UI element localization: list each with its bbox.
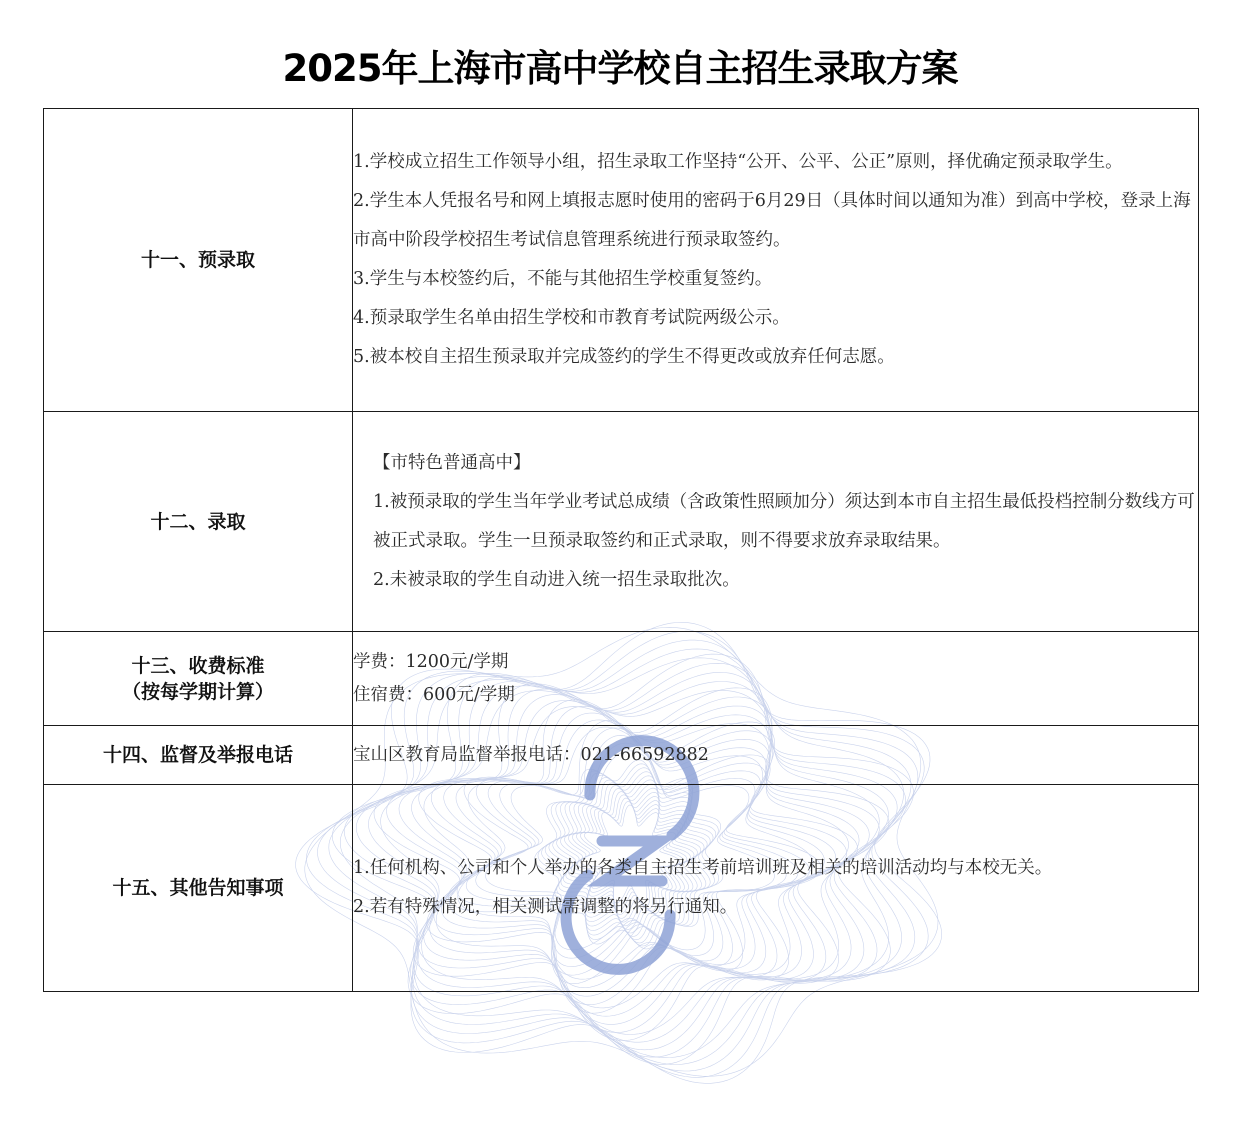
section-row-pre-admission bbox=[44, 109, 1199, 412]
content-paragraph: 1.学校成立招生工作领导小组，招生录取工作坚持“公开、公平、公正”原则，择优确定预录取学生。 bbox=[353, 152, 1123, 172]
section-label bbox=[44, 412, 353, 632]
section-label bbox=[44, 632, 353, 726]
section-row-supervision bbox=[44, 726, 1199, 785]
content-paragraph: 【市特色普通高中】 bbox=[373, 452, 531, 473]
section-label-text: 十一、预录取 bbox=[140, 249, 255, 271]
content-paragraph: 4.预录取学生名单由招生学校和市教育考试院两级公示。 bbox=[353, 308, 790, 328]
section-row-fees bbox=[44, 632, 1199, 726]
admission-plan-table bbox=[43, 108, 1199, 992]
section-label-subtext: （按每学期计算） bbox=[121, 680, 274, 703]
content-paragraph: 5.被本校自主招生预录取并完成签约的学生不得更改或放弃任何志愿。 bbox=[353, 347, 895, 367]
accommodation-fee: 住宿费：600元/学期 bbox=[353, 684, 515, 705]
content-paragraph: 3.学生与本校签约后，不能与其他招生学校重复签约。 bbox=[353, 269, 773, 289]
content-paragraph: 1.任何机构、公司和个人举办的各类自主招生考前培训班及相关的培训活动均与本校无关。 bbox=[353, 858, 1053, 878]
section-content bbox=[353, 726, 1199, 785]
content-paragraph: 2.未被录取的学生自动进入统一招生录取批次。 bbox=[373, 569, 740, 590]
section-label-text: 十二、录取 bbox=[150, 510, 246, 533]
section-content bbox=[353, 412, 1199, 632]
content-paragraph: 2.学生本人凭报名号和网上填报志愿时使用的密码于6月29日（具体时间以通知为准）到高中学校，登录上海市高中阶段学校招生考试信息管理系统进行预录取签约。 bbox=[353, 191, 1191, 250]
section-row-other-notices bbox=[44, 785, 1199, 992]
section-content bbox=[353, 785, 1199, 992]
content-paragraph: 2.若有特殊情况，相关测试需调整的将另行通知。 bbox=[353, 897, 738, 917]
section-label-text: 十四、监督及举报电话 bbox=[102, 744, 293, 766]
section-content bbox=[353, 632, 1199, 726]
section-label bbox=[44, 785, 353, 992]
section-label-text: 十三、收费标准 bbox=[131, 654, 265, 677]
section-content bbox=[353, 109, 1199, 412]
section-label bbox=[44, 726, 353, 785]
page-title: 2025年上海市高中学校自主招生录取方案 bbox=[282, 47, 958, 90]
content-paragraph: 1.被预录取的学生当年学业考试总成绩（含政策性照顾加分）须达到本市自主招生最低投档控制分数线方可被正式录取。学生一旦预录取签约和正式录取，则不得要求放弃录取结果。 bbox=[373, 491, 1195, 551]
hotline-text: 宝山区教育局监督举报电话：021-66592882 bbox=[353, 744, 709, 765]
section-label bbox=[44, 109, 353, 412]
section-row-admission bbox=[44, 412, 1199, 632]
section-label-text: 十五、其他告知事项 bbox=[112, 877, 284, 899]
tuition-fee: 学费：1200元/学期 bbox=[353, 651, 509, 672]
